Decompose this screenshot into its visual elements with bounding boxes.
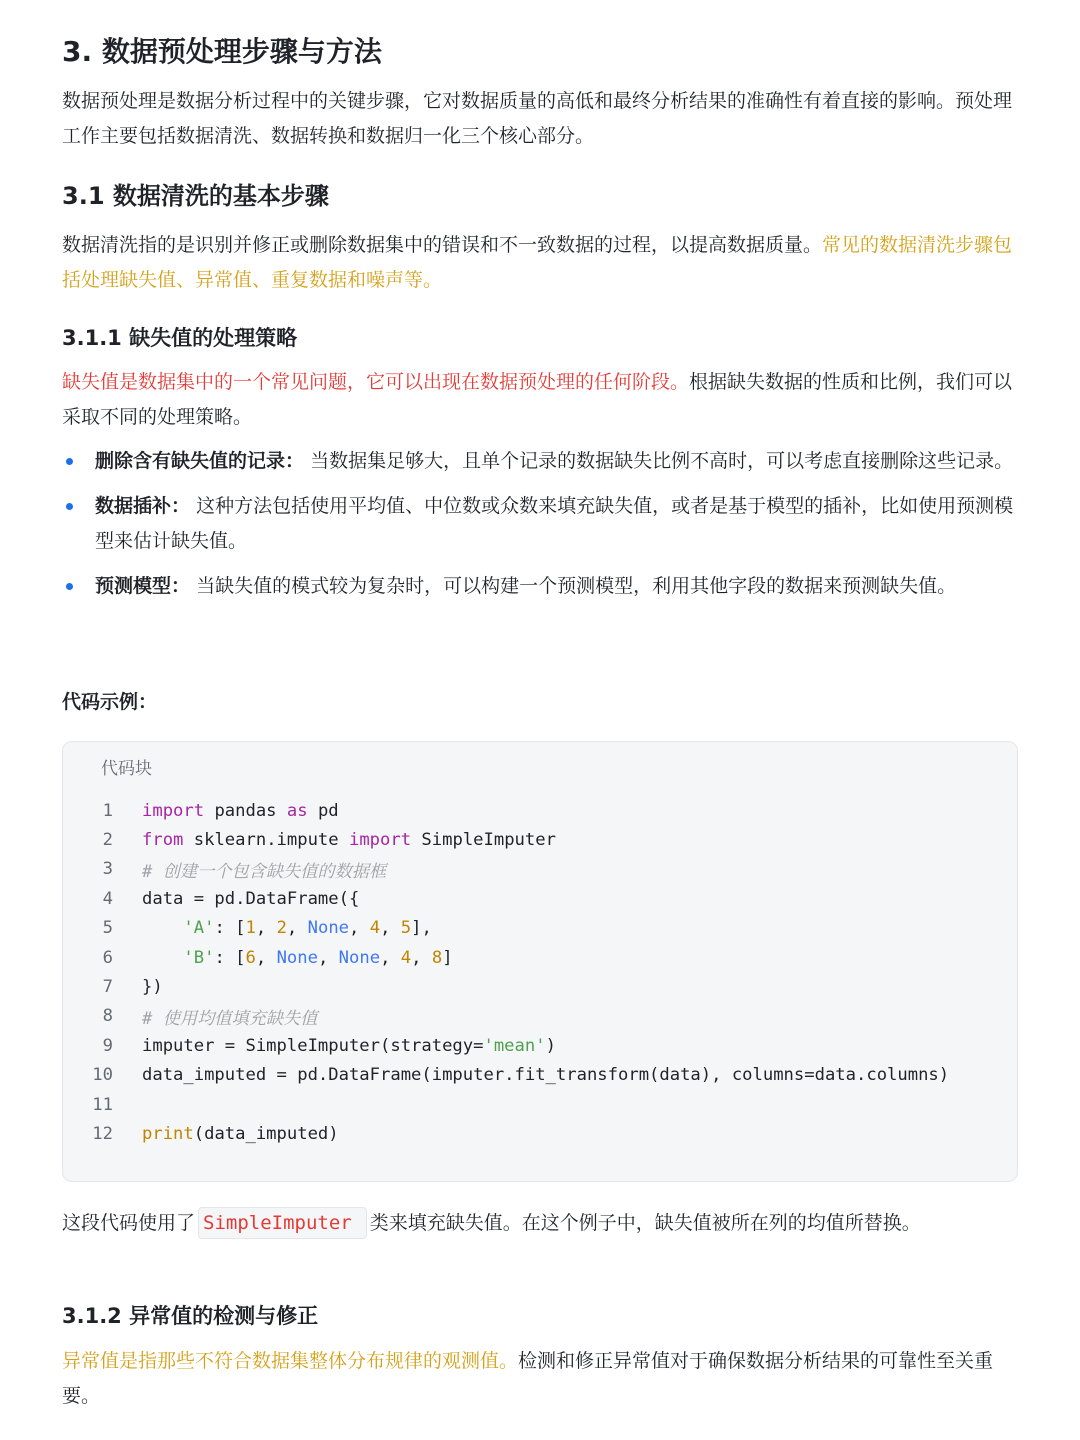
code-line: [63, 1031, 1017, 1060]
list-item-desc: 当缺失值的模式较为复杂时，可以构建一个预测模型，利用其他字段的数据来预测缺失值。: [190, 575, 957, 597]
cleaning-paragraph: [62, 228, 1022, 297]
line-number: 8: [102, 1006, 113, 1027]
code-text: data = pd.DataFrame({: [142, 888, 360, 909]
outlier-highlight: 异常值是指那些不符合数据集整体分布规律的观测值。: [62, 1350, 519, 1372]
list-item: [62, 569, 1022, 604]
list-item-sep: ：: [171, 495, 191, 517]
line-number: 12: [92, 1123, 113, 1144]
explanation-text-after: 类来填充缺失值。在这个例子中，缺失值被所在列的均值所替换。: [369, 1212, 921, 1234]
code-text: from sklearn.impute import SimpleImputer: [142, 830, 556, 851]
code-text: # 使用均值填充缺失值: [142, 1008, 318, 1029]
code-text: print(data_imputed): [142, 1123, 339, 1144]
line-number: 2: [102, 830, 113, 851]
code-line: [63, 1002, 1017, 1031]
cleaning-text: 数据清洗指的是识别并修正或删除数据集中的错误和不一致数据的过程，以提高数据质量。: [62, 234, 823, 256]
code-example-heading: 代码示例：: [62, 691, 158, 713]
missing-value-paragraph: [62, 365, 1022, 434]
line-number: 10: [92, 1065, 113, 1086]
line-number: 6: [102, 947, 113, 968]
code-line: [63, 943, 1017, 972]
list-item-desc: 这种方法包括使用平均值、中位数或众数来填充缺失值，或者是基于模型的插补，比如使用预测模型来估计缺失值。: [95, 495, 1014, 552]
line-number: 9: [102, 1035, 113, 1056]
code-line: [63, 796, 1017, 825]
code-line: [63, 972, 1017, 1001]
outlier-paragraph: [62, 1344, 1022, 1413]
code-text: 'A': [1, 2, None, 4, 5],: [183, 918, 432, 939]
list-item: [62, 444, 1022, 479]
missing-value-highlight: 缺失值是数据集中的一个常见问题，它可以出现在数据预处理的任何阶段。: [62, 371, 690, 393]
code-text: imputer = SimpleImputer(strategy='mean'): [142, 1035, 556, 1056]
code-line: [63, 914, 1017, 943]
code-line: [63, 1061, 1017, 1090]
missing-value-text: 根据缺失数据的性质和比例，我们可以采取不同的处理策略。: [62, 371, 1013, 428]
code-block-label: 代码块: [101, 759, 152, 779]
subsection-title-3-1: 3.1 数据清洗的基本步骤: [62, 182, 329, 210]
code-explanation-paragraph: [62, 1206, 1022, 1241]
line-number: 5: [102, 918, 113, 939]
cleaning-highlight: 常见的数据清洗步骤包括处理缺失值、异常值、重复数据和噪声等。: [62, 234, 1013, 291]
subsection-title-3-1-1: 3.1.1 缺失值的处理策略: [62, 326, 298, 350]
line-number: 4: [102, 888, 113, 909]
code-line: [63, 855, 1017, 884]
code-text: 'B': [6, None, None, 4, 8]: [183, 947, 453, 968]
code-line: [63, 884, 1017, 913]
bullet-icon: [66, 583, 73, 590]
line-number: 7: [102, 977, 113, 998]
bullet-icon: [66, 458, 73, 465]
intro-paragraph: 数据预处理是数据分析过程中的关键步骤，它对数据质量的高低和最终分析结果的准确性有着直接的影响。预处理工作主要包括数据清洗、数据转换和数据归一化三个核心部分。: [62, 90, 1013, 147]
strategy-list: [62, 444, 1022, 614]
code-text: data_imputed = pd.DataFrame(imputer.fit_transform(data), columns=data.columns): [142, 1065, 950, 1086]
subsection-title-3-1-2: 3.1.2 异常值的检测与修正: [62, 1304, 319, 1328]
line-number: 1: [102, 800, 113, 821]
line-number: 3: [102, 859, 113, 880]
bullet-icon: [66, 503, 73, 510]
section-title: 3. 数据预处理步骤与方法: [62, 35, 382, 68]
code-line: [63, 825, 1017, 854]
code-line: [63, 1090, 1017, 1119]
line-number: 11: [92, 1094, 113, 1115]
code-text: # 创建一个包含缺失值的数据框: [142, 861, 387, 882]
inline-code-simpleimputer: SimpleImputer: [198, 1207, 367, 1239]
code-lines: [63, 796, 1017, 1149]
code-text: import pandas as pd: [142, 800, 339, 821]
code-line: [63, 1119, 1017, 1148]
explanation-text-before: 这段代码使用了: [62, 1212, 196, 1234]
list-item-term: 数据插补: [95, 495, 172, 517]
outlier-text: 检测和修正异常值对于确保数据分析结果的可靠性至关重要。: [62, 1350, 994, 1407]
list-item-term: 删除含有缺失值的记录: [95, 450, 286, 472]
list-item: [62, 489, 1022, 559]
list-item-desc: 当数据集足够大，且单个记录的数据缺失比例不高时，可以考虑直接删除这些记录。: [304, 450, 1014, 472]
list-item-sep: ：: [285, 450, 305, 472]
code-block[interactable]: [62, 741, 1018, 1182]
list-item-term: 预测模型: [95, 575, 172, 597]
list-item-sep: ：: [171, 575, 191, 597]
code-text: }): [142, 977, 163, 998]
